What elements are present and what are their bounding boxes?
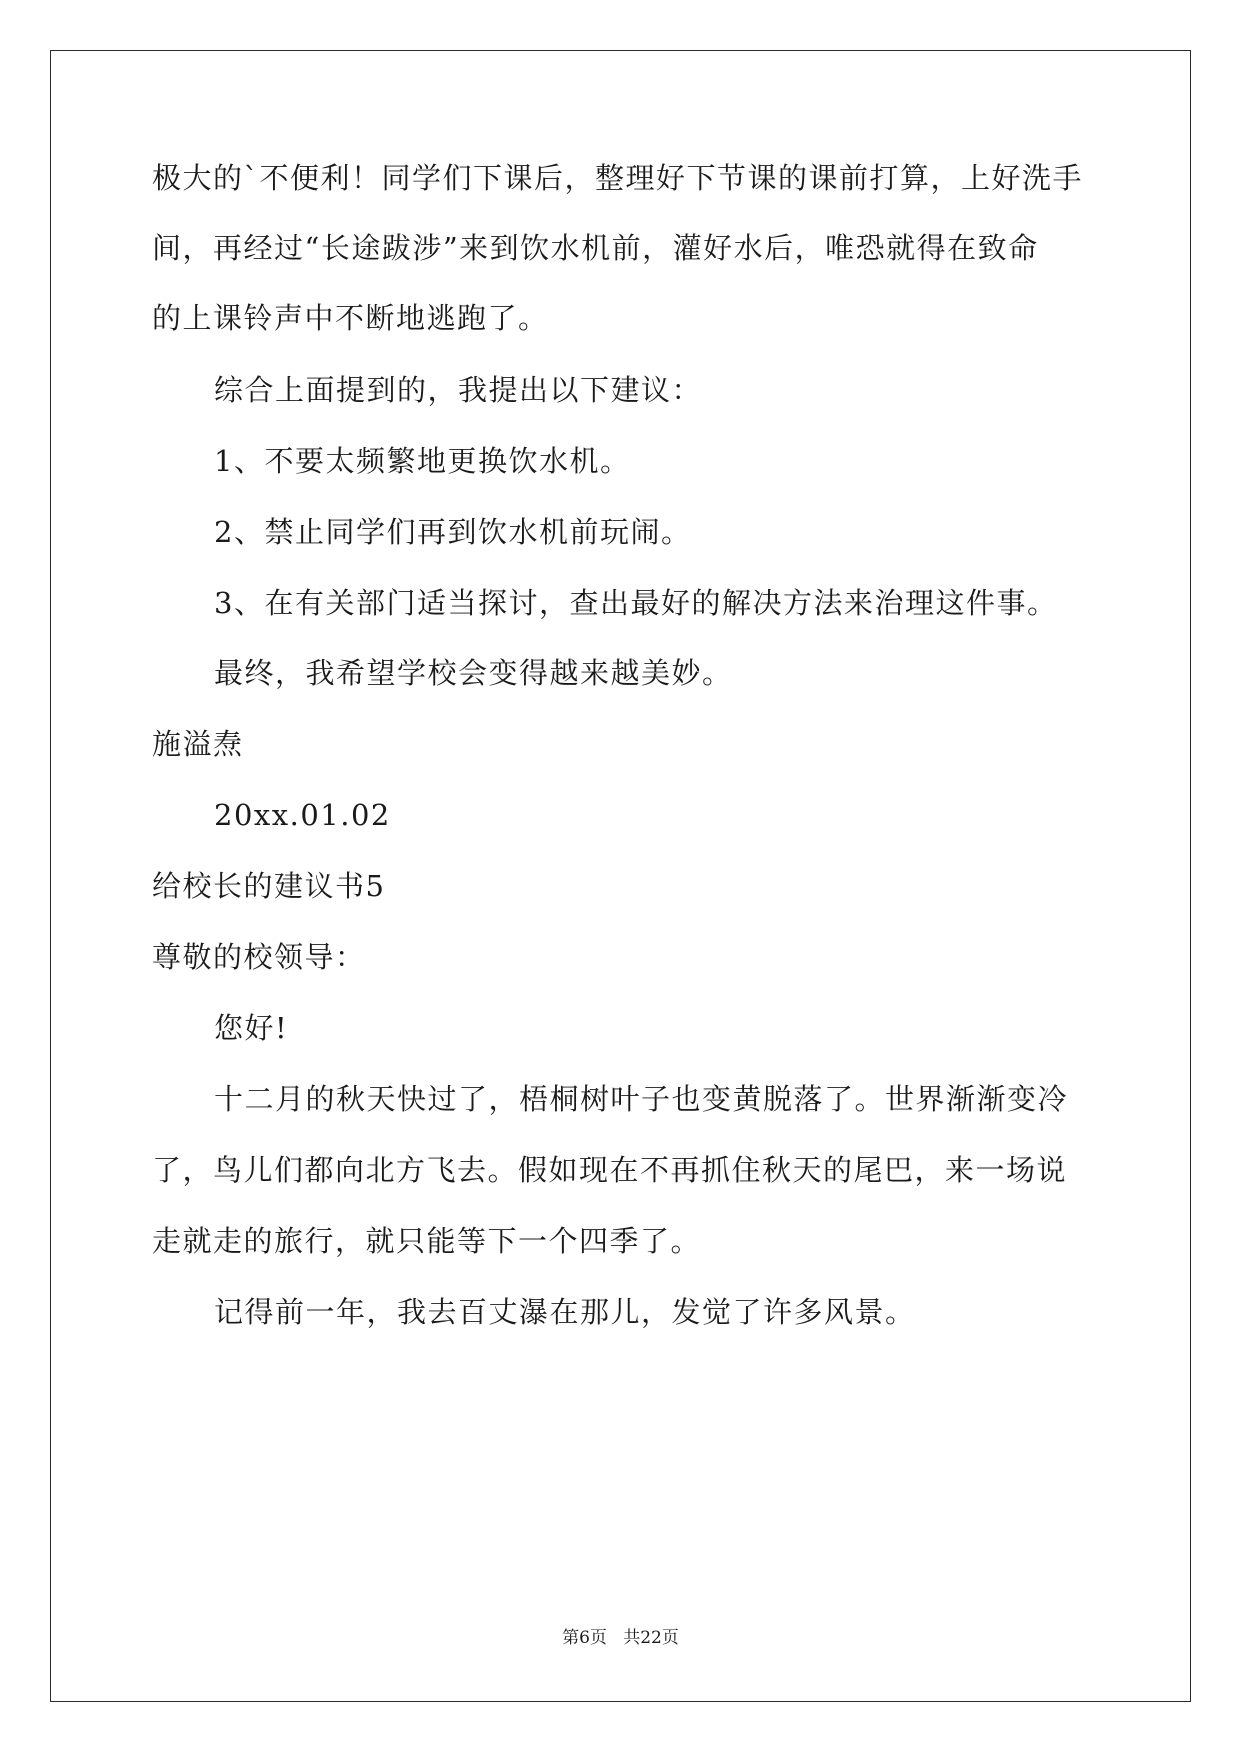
text-line: 了，鸟儿们都向北方飞去。假如现在不再抓住秋天的尾巴，来一场说: [152, 1153, 1068, 1187]
text-line: 最终，我希望学校会变得越来越美妙。: [214, 656, 733, 690]
signature-name: 施溢焘: [152, 727, 244, 761]
page-number: 第6页: [562, 1628, 607, 1648]
text-line: 极大的`不便利！同学们下课后，整理好下节课的课前打算，上好洗手: [152, 161, 1084, 195]
greeting: 您好!: [214, 1011, 289, 1045]
list-item: 2、禁止同学们再到饮水机前玩闹。: [214, 515, 692, 549]
text-line: 十二月的秋天快过了，梧桐树叶子也变黄脱落了。世界渐渐变冷: [214, 1082, 1069, 1116]
salutation: 尊敬的校领导：: [152, 940, 366, 974]
page-footer: [0, 1627, 1241, 1649]
page-total: 共22页: [623, 1628, 679, 1648]
section-title: 给校长的建议书5: [152, 869, 386, 903]
text-line: 间，再经过“长途跋涉”来到饮水机前，灌好水后，唯恐就得在致命: [152, 231, 1039, 265]
list-item: 1、不要太频繁地更换饮水机。: [214, 444, 631, 478]
text-line: 综合上面提到的，我提出以下建议：: [214, 373, 703, 407]
text-line: 记得前一年，我去百丈瀑在那儿，发觉了许多风景。: [214, 1295, 916, 1329]
text-line: 的上课铃声中不断地逃跑了。: [152, 301, 549, 335]
signature-date: 20xx.01.02: [214, 798, 391, 832]
text-line: 走就走的旅行，就只能等下一个四季了。: [152, 1224, 702, 1258]
list-item: 3、在有关部门适当探讨，查出最好的解决方法来治理这件事。: [214, 586, 1058, 620]
